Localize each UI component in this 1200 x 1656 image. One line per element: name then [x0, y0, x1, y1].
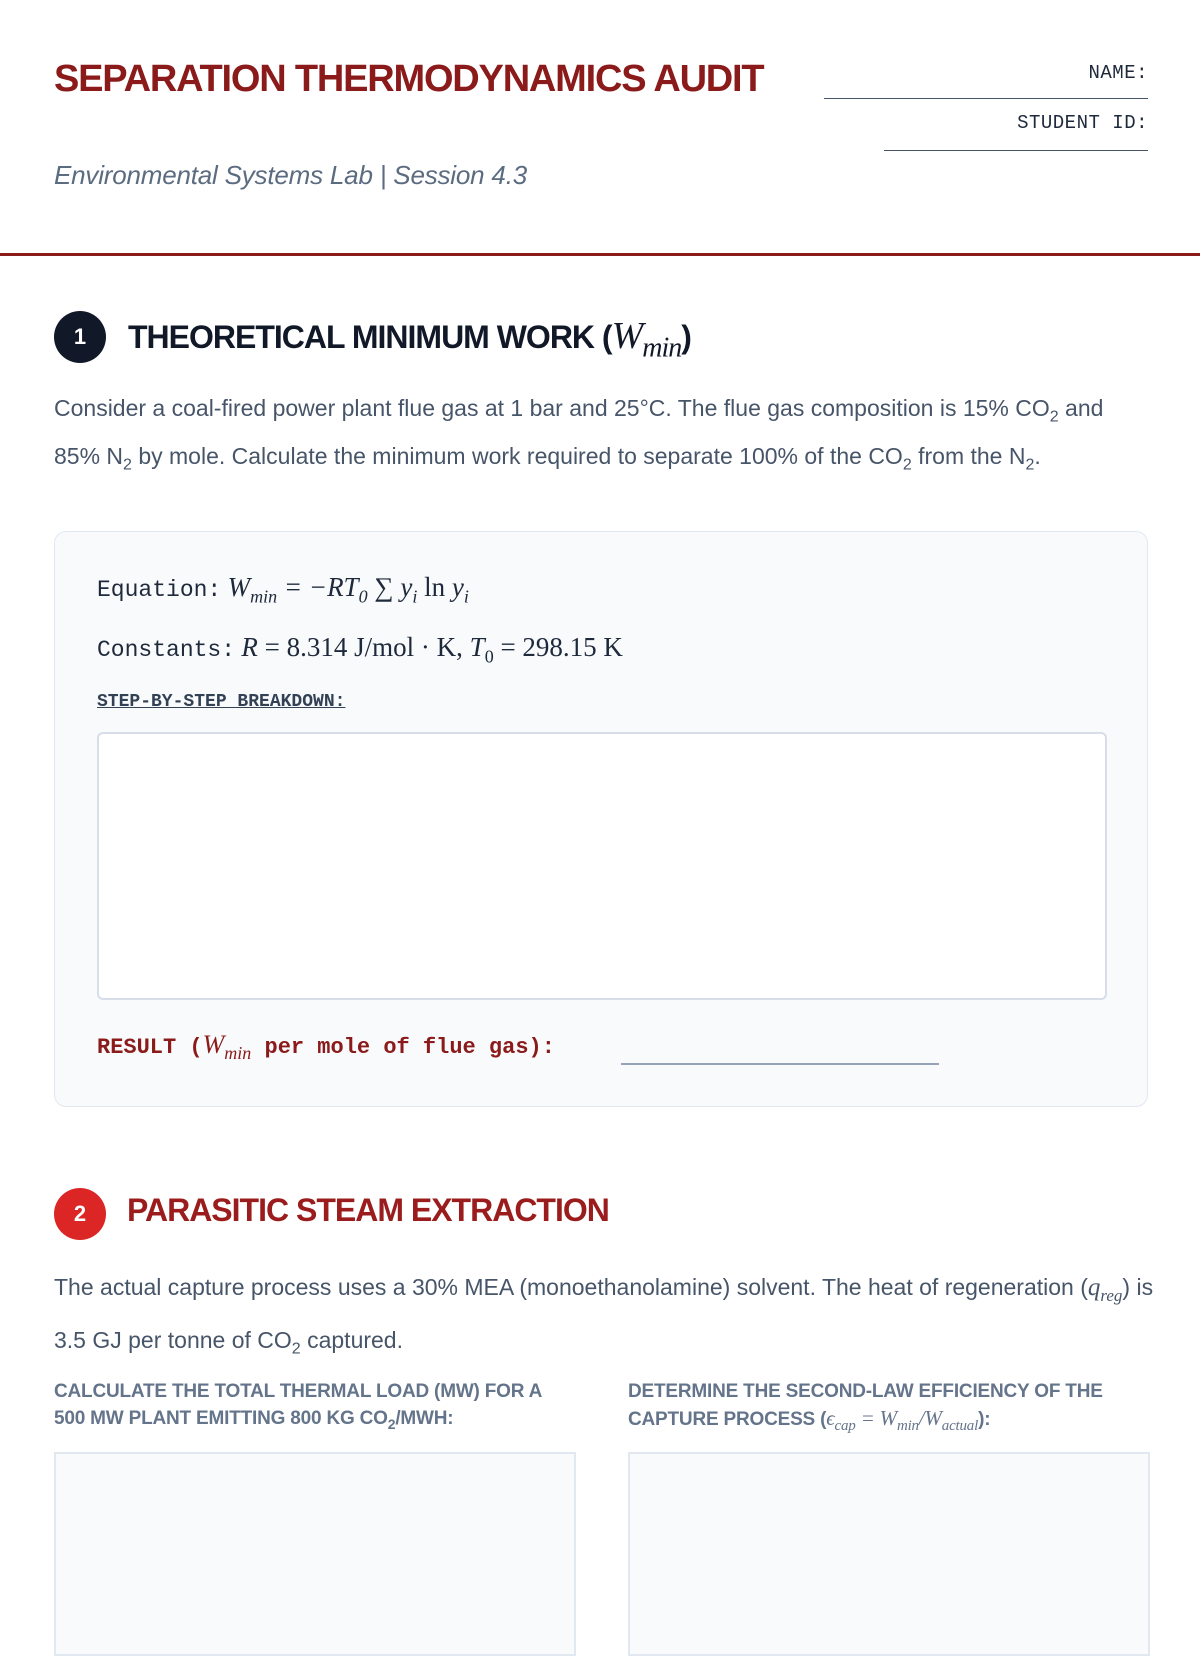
efficiency-task: DETERMINE THE SECOND-LAW EFFICIENCY OF THE CAPTURE PROCESS $(\epsilon_{cap} = W_{min}/W_{actual})$:	[628, 1381, 1103, 1435]
constants-label: Constants:	[97, 637, 236, 663]
name-field[interactable]	[824, 98, 1148, 99]
thermal-load-task: CALCULATE THE TOTAL THERMAL LOAD (MW) FOR A 500 MW PLANT EMITTING 800 KG $CO_2$/MWH:	[54, 1381, 542, 1432]
section-2-prompt: The actual capture process uses a 30% MEA (monoethanolamine) solvent. The heat of regeneration $(q_{reg})$ is 3.5 GJ per tonne of $CO_2$ captured.	[54, 1274, 1154, 1358]
q-reg-symbol: $q_{reg}$	[1087, 1274, 1123, 1305]
section-1-prompt: Consider a coal-fired power plant flue gas at 1 bar and 25°C. The flue gas composition is 15% $CO_2$ and 85% $N_2$ by mole. Calculate the minimum work required to separate 100% of the $CO_2$ from the $N_2$.	[54, 395, 1104, 474]
efficiency-formula: $\epsilon_{cap} = W_{min}/W_{actual}$	[826, 1406, 979, 1435]
worksheet-subtitle: Environmental Systems Lab | Session 4.3	[54, 160, 527, 190]
section-1-badge: 1	[54, 311, 106, 363]
thermal-load-answer-box[interactable]	[54, 1452, 576, 1656]
breakdown-label: STEP-BY-STEP BREAKDOWN:	[97, 692, 346, 712]
result-symbol: $W_{min}$	[202, 1030, 252, 1064]
result-answer-line[interactable]	[621, 1063, 939, 1065]
worksheet-title: SEPARATION THERMODYNAMICS AUDIT	[54, 58, 764, 100]
result-label: RESULT ($W_{min}$ per mole of flue gas):	[97, 1030, 555, 1064]
efficiency-answer-box[interactable]	[628, 1452, 1150, 1656]
constants-row	[97, 632, 623, 667]
name-label: NAME:	[1088, 62, 1148, 84]
student-id-label: STUDENT ID:	[1017, 112, 1148, 134]
student-info-block	[808, 62, 1148, 151]
equation-label: Equation:	[97, 577, 222, 603]
section-1-title-text: THEORETICAL MINIMUM WORK (	[128, 319, 612, 355]
section-2-title: PARASITIC STEAM EXTRACTION	[127, 1192, 609, 1228]
calculation-card	[54, 531, 1148, 1107]
equation-formula: $W_{min} = -RT_0$ ∑ $y_i$ $\ln y_i$	[227, 572, 469, 607]
constants-values: R = 8.314 J/mol · K, $T_0 = 298.15$ K	[241, 632, 623, 667]
section-2-badge: 2	[54, 1188, 106, 1240]
section-1-title: THEORETICAL MINIMUM WORK $(W_{min})$	[128, 315, 691, 364]
header-divider	[0, 253, 1200, 256]
section-1-title-symbol: $W_{min}$	[611, 315, 682, 364]
equation-row	[97, 572, 469, 607]
student-id-field[interactable]	[884, 150, 1148, 151]
breakdown-answer-box[interactable]	[97, 732, 1107, 1000]
